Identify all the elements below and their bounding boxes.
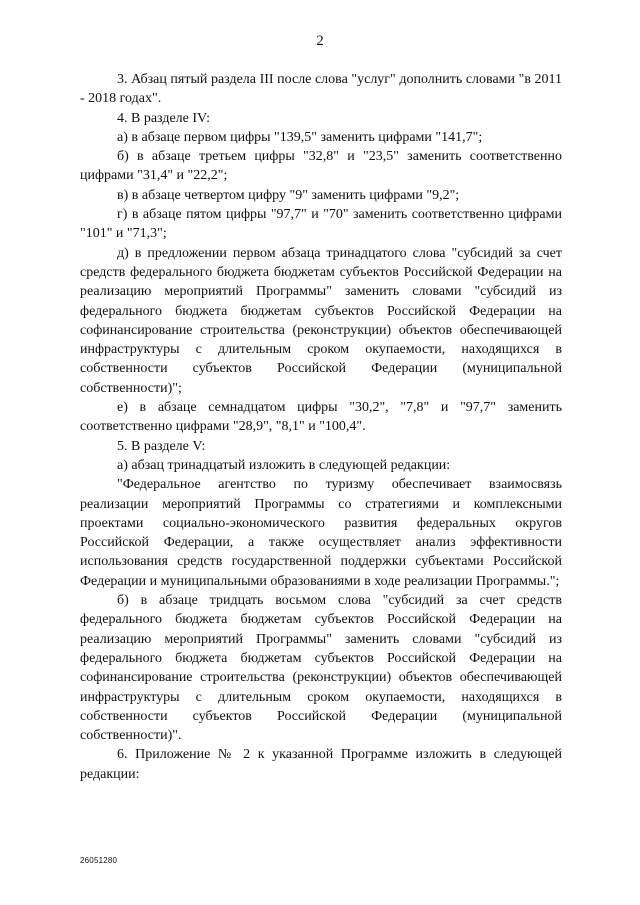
- paragraph-4e: е) в абзаце семнадцатом цифры "30,2", "7,8" и "97,7" заменить соответственно цифрами "28,9", "8,1" и "100,4".: [80, 400, 562, 435]
- document-body: [80, 70, 562, 784]
- page-number: 2: [316, 33, 324, 49]
- paragraph-4v: в) в абзаце четвертом цифру "9" заменить цифрами "9,2";: [117, 187, 460, 203]
- paragraph-section-4-heading: 4. В разделе IV:: [117, 110, 210, 126]
- paragraph-4d: д) в предложении первом абзаца тринадцатого слова "субсидий за счет средств федерального бюджета бюджетам субъектов Российской Федерации на реализацию мероприятий Программы" заменить словами "субсидий из федерального бюджета бюджетам субъектов Российской Федерации на софинансирование строительства (реконструкции) объектов обеспечивающей инфраструктуры с длительным сроком окупаемости, находящихся в собственности субъектов Российской Федерации (муниципальной собственности)";: [80, 245, 562, 396]
- paragraph-5a: а) абзац тринадцатый изложить в следующей редакции:: [117, 457, 451, 473]
- paragraph-4g: г) в абзаце пятом цифры "97,7" и "70" заменить соответственно цифрами "101" и "71,3";: [80, 207, 562, 242]
- paragraph-4a: а) в абзаце первом цифры "139,5" заменить цифрами "141,7";: [117, 129, 483, 145]
- paragraph-4b: б) в абзаце третьем цифры "32,8" и "23,5" заменить соответственно цифрами "31,4" и "22,2";: [80, 149, 562, 184]
- paragraph-item-6: 6. Приложение № 2 к указанной Программе изложить в следующей редакции:: [80, 747, 562, 782]
- document-code: 26051280: [80, 856, 118, 865]
- paragraph-5b: б) в абзаце тридцать восьмом слова "субсидий за счет средств федерального бюджета бюджетам субъектов Российской Федерации на реализацию мероприятий Программы" заменить словами "субсидий из федерального бюджета бюджетам субъектов Российской Федерации на софинансирование строительства (реконструкции) объектов обеспечивающей инфраструктуры с длительным сроком окупаемости, находящихся в собственности субъектов Российской Федерации (муниципальной собственности)".: [80, 593, 562, 744]
- paragraph-5a-quote: "Федеральное агентство по туризму обеспечивает взаимосвязь реализации мероприятий Программы со стратегиями и комплексными проектами социально-экономического развития федеральных округов Российской Федерации, а также осуществляет анализ эффективности использования средств государственной поддержки субъектами Российской Федерации и муниципальными образованиями в ходе реализации Программы.";: [80, 477, 562, 589]
- paragraph-item-3: 3. Абзац пятый раздела III после слова "услуг" дополнить словами "в 2011 - 2018 годах".: [80, 72, 562, 107]
- paragraph-section-5-heading: 5. В разделе V:: [117, 438, 206, 454]
